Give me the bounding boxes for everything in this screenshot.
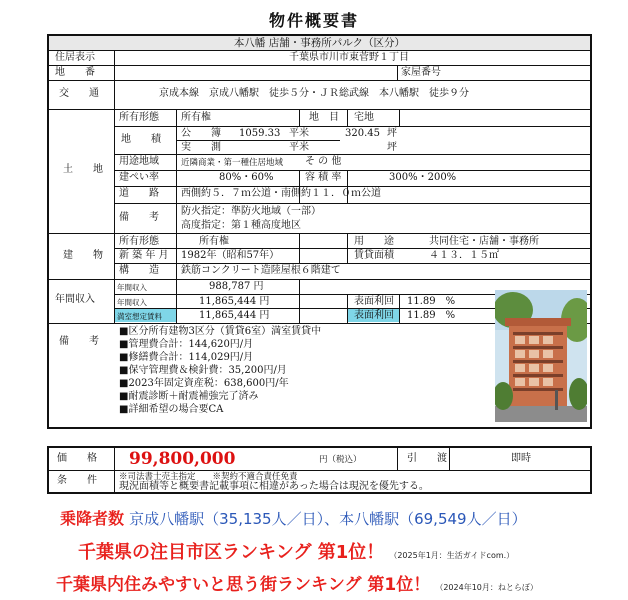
condition-2: 現況面積等と概要書記載事項に相違があった場合は現況を優先する。 [119, 481, 429, 492]
price-value: 99,800,000 [129, 449, 236, 469]
other-label: そ の 他 [305, 156, 342, 167]
registered-label: 公 簿 [181, 128, 221, 139]
transport-value: 京成本線 京成八幡駅 徒歩５分・ＪＲ総武線 本八幡駅 徒歩９分 [159, 88, 469, 99]
note-item: ■詳細希望の場合要CA [119, 404, 224, 415]
registered-tsubo: 320.45 [345, 128, 380, 139]
note-item: ■管理費合計：144,620円/月 [119, 339, 254, 350]
building-use-label: 用 途 [354, 236, 394, 247]
ranking-2-text: 千葉県内住みやすいと思う街ランキング 第1位！ [56, 575, 431, 595]
building-ownership-label: 所有形態 [119, 236, 159, 247]
full-rent: 11,865,444 円 [199, 310, 270, 321]
built: 1982年（昭和57年） [181, 250, 280, 261]
price-unit: 円（税込） [319, 455, 362, 465]
far-label: 容 積 率 [305, 172, 342, 183]
coverage: 80%・60% [219, 172, 274, 183]
yield-2: 11.89 % [407, 310, 456, 321]
registered-sqm: 1059.33 [239, 128, 281, 139]
land-remarks-1: 防火指定：準防火地域（一部） [181, 206, 321, 217]
address-value: 千葉県市川市東菅野１丁目 [289, 52, 409, 63]
zoning: 近隣商業・第一種住居地域 [181, 158, 284, 168]
full-rent-label: 満室想定賃料 [117, 312, 162, 321]
registered-tsubo-unit: 坪 [387, 128, 397, 139]
structure-label: 構 造 [119, 265, 159, 276]
yield-1: 11.89 % [407, 296, 456, 307]
note-item: ■区分所有建物3区分（賃貸6室）満室賃貸中 [119, 326, 322, 337]
ridership-label: 乗降者数 [60, 509, 125, 528]
road: 西側約５．７ｍ公道・南側約１１．０ｍ公道 [181, 188, 381, 199]
yield-label-1: 表面利回 [354, 296, 394, 307]
current-income: 988,787 円 [209, 281, 264, 292]
transport-label: 交 通 [59, 88, 99, 99]
current-income-label: 年間収入 [117, 283, 147, 292]
house-number-label: 家屋番号 [401, 67, 441, 78]
land-category-label: 地 目 [309, 112, 339, 123]
price-box [47, 446, 592, 494]
condition-1: ※司法書士売主指定 ※契約不適合責任免責 [119, 472, 298, 482]
rent-area: ４１３．１５㎡ [429, 250, 499, 261]
rent-area-label: 賃貸面積 [354, 250, 394, 261]
income-section-label: 年間収入 [55, 294, 95, 305]
note-item: ■修繕費合計：114,029円/月 [119, 352, 254, 363]
road-label: 道 路 [119, 188, 159, 199]
page-title: 物件概要書 [268, 11, 359, 30]
annual-income-label: 年間収入 [117, 298, 147, 307]
land-section-label: 土 地 [63, 164, 103, 175]
note-item: ■保守管理費＆検針費：35,200円/月 [119, 365, 287, 376]
address-label: 住居表示 [55, 52, 95, 63]
structure: 鉄筋コンクリート造陸屋根６階建て [181, 265, 341, 276]
conditions-label: 条 件 [57, 475, 97, 486]
note-item: ■2023年固定資産税：638,600円/年 [119, 378, 289, 389]
building-photo [495, 290, 587, 422]
measured-tsubo-unit: 坪 [387, 142, 397, 153]
building-ownership: 所有権 [199, 236, 229, 247]
land-ownership-label: 所有形態 [119, 112, 159, 123]
ranking-1-source: （2025年1月：生活ガイドcom.） [389, 551, 515, 560]
far: 300%・200% [389, 172, 457, 183]
ranking-line-2 [56, 570, 538, 595]
yield-label-2: 表面利回 [354, 310, 394, 321]
built-label: 新 築 年 月 [119, 250, 169, 261]
land-ownership: 所有権 [181, 112, 211, 123]
land-remarks-label: 備 考 [119, 212, 159, 223]
ranking-1-text: 千葉県の注目市区ランキング 第1位！ [78, 542, 385, 563]
coverage-label: 建ぺい率 [119, 172, 159, 183]
annual-income: 11,865,444 円 [199, 296, 270, 307]
measured-label: 実 測 [181, 142, 221, 153]
ridership-line [60, 506, 527, 529]
lot-label: 地 番 [55, 67, 95, 78]
land-area-label: 地 積 [121, 134, 161, 145]
notes-label: 備 考 [59, 336, 99, 347]
building-section-label: 建 物 [63, 250, 103, 261]
registered-sqm-unit: 平米 [289, 128, 309, 139]
ranking-line-1 [78, 538, 514, 564]
measured-sqm-unit: 平米 [289, 142, 309, 153]
note-item: ■耐震診断＋耐震補強完了済み [119, 391, 259, 402]
delivery-label: 引 渡 [407, 453, 447, 464]
delivery: 即時 [511, 453, 531, 464]
land-remarks-2: 高度指定：第１種高度地区 [181, 220, 301, 231]
property-name: 本八幡 店舗・事務所パルク（区分） [233, 37, 406, 49]
building-use: 共同住宅・店舗・事務所 [429, 236, 539, 247]
ridership-values: 京成八幡駅（35,135人／日）、本八幡駅（69,549人／日） [129, 510, 527, 528]
price-label: 価 格 [57, 453, 97, 464]
land-category: 宅地 [354, 112, 374, 123]
ranking-2-source: （2024年10月：ねとらぼ） [435, 583, 538, 592]
zoning-label: 用途地域 [119, 156, 159, 167]
